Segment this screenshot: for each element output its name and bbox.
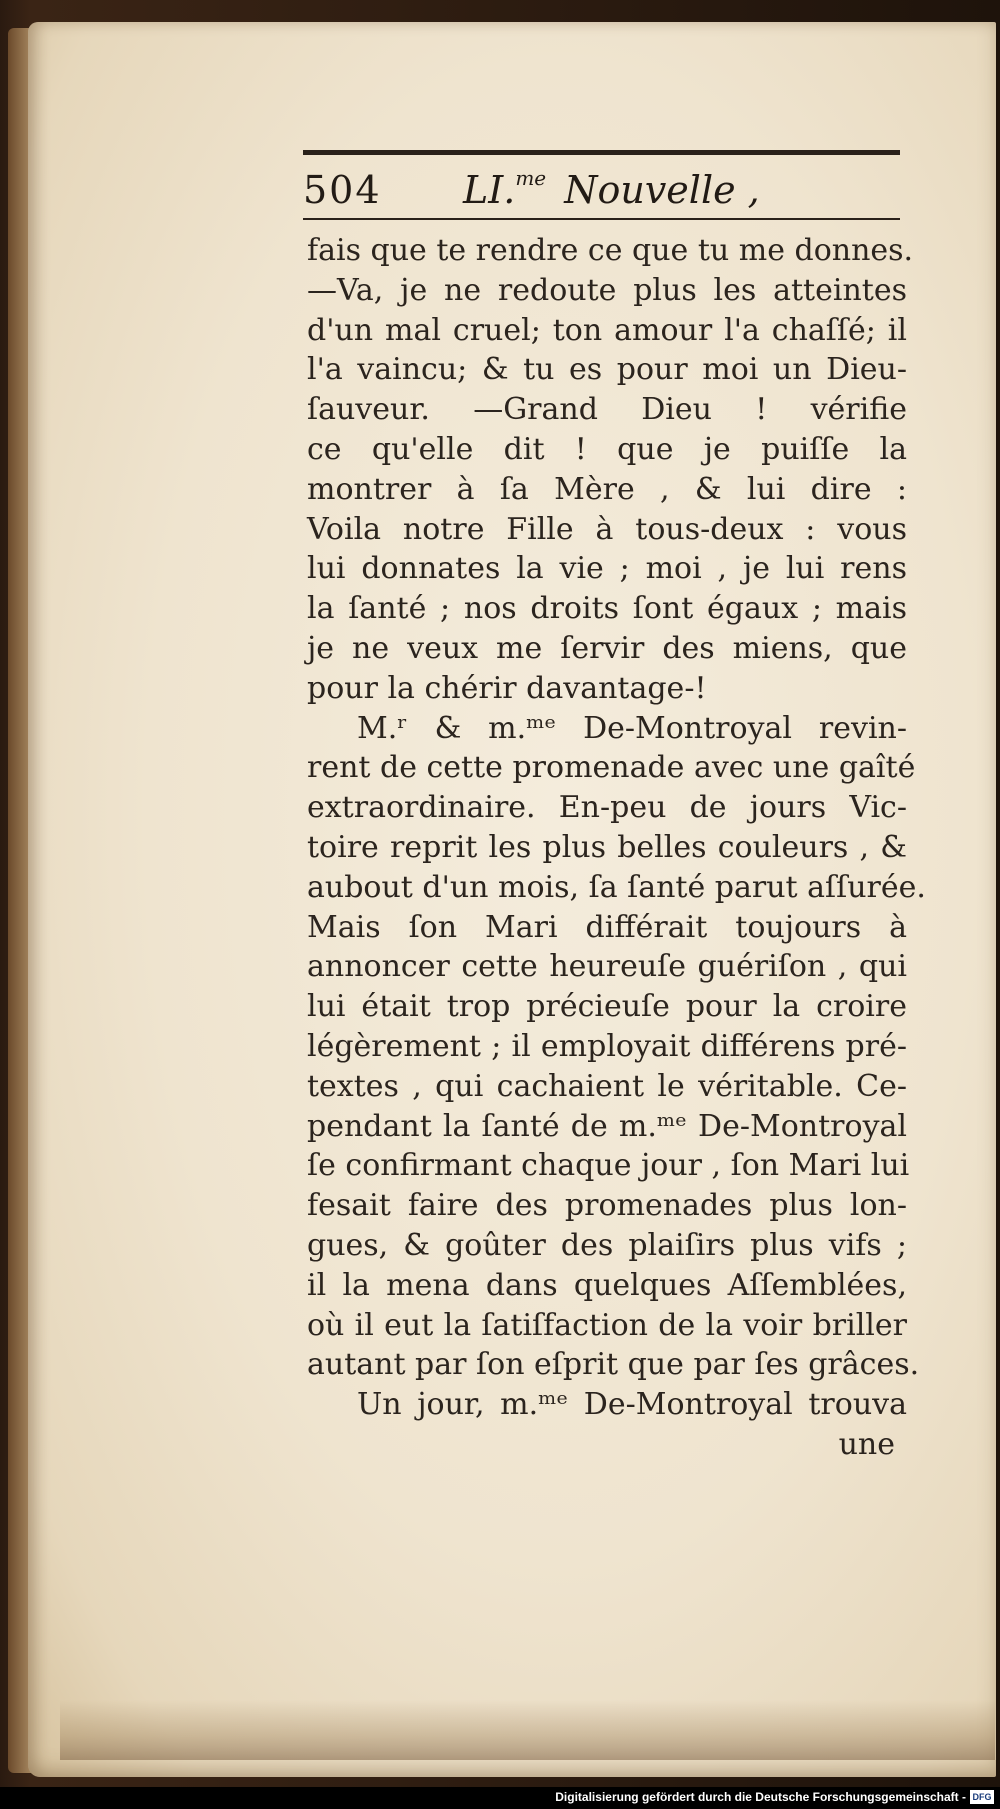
text-line: rent de cette promenade avec une gaîté bbox=[307, 750, 916, 786]
text-line: lui donnates la vie ; moi , je lui rens bbox=[307, 551, 907, 587]
text-line: où il eut la ſatiſfaction de la voir briller bbox=[307, 1307, 907, 1343]
catchword: une bbox=[838, 1426, 895, 1462]
body-text bbox=[307, 231, 926, 1465]
header-rule-bottom bbox=[303, 218, 900, 220]
text-line: ce qu'elle dit ! que je puiſſe la bbox=[307, 431, 907, 467]
text-line: légèrement ; il employait différens pré- bbox=[307, 1028, 907, 1064]
text-line: ſe confirmant chaque jour , ſon Mari lui bbox=[307, 1148, 910, 1184]
text-line: d'un mal cruel; ton amour l'a chaſſé; il bbox=[307, 312, 907, 348]
running-title bbox=[463, 166, 760, 212]
text-line: pour la chérir davantage-! bbox=[307, 670, 707, 706]
text-line: aubout d'un mois, ſa ſanté parut aſſurée. bbox=[307, 869, 926, 905]
text-line: pendant la ſanté de m.ᵐᵉ De-Montroyal bbox=[307, 1108, 907, 1144]
running-title-pre: LI. bbox=[463, 168, 516, 212]
running-title-post: Nouvelle , bbox=[564, 168, 760, 212]
text-line: extraordinaire. En-peu de jours Vic- bbox=[307, 790, 907, 826]
text-line: textes , qui cachaient le véritable. Ce- bbox=[307, 1068, 907, 1104]
funding-credit: Digitalisierung gefördert durch die Deutsche Forschungsgemeinschaft - bbox=[555, 1790, 966, 1804]
text-line: la ſanté ; nos droits ſont égaux ; mais bbox=[307, 591, 907, 627]
header-rule-top bbox=[303, 150, 900, 155]
text-line: —Va, je ne redoute plus les atteintes bbox=[307, 272, 907, 308]
text-line: toire reprit les plus belles couleurs , & bbox=[307, 829, 907, 865]
text-line: Voila notre Fille à tous-deux : vous bbox=[307, 511, 907, 547]
text-line: M.ʳ & m.ᵐᵉ De-Montroyal revin- bbox=[357, 710, 907, 746]
text-line: Un jour, m.ᵐᵉ De-Montroyal trouva bbox=[357, 1387, 907, 1423]
running-header bbox=[303, 160, 903, 218]
text-line: fais que te rendre ce que tu me donnes. bbox=[307, 233, 914, 268]
text-line: je ne veux me ſervir des miens, que bbox=[307, 630, 907, 666]
text-line: fesait faire des promenades plus lon- bbox=[307, 1188, 907, 1224]
text-line: il la mena dans quelques Aſſemblées, bbox=[307, 1267, 907, 1303]
text-line: lui était trop précieuſe pour la croire bbox=[307, 989, 907, 1025]
text-line: montrer à ſa Mère , & lui dire : bbox=[307, 471, 907, 507]
page-bottom-shadow bbox=[60, 1700, 995, 1760]
running-title-sup: me bbox=[515, 166, 547, 190]
text-line: autant par ſon eſprit que par ſes grâces. bbox=[307, 1347, 920, 1383]
text-line: ſauveur. —Grand Dieu ! vérifie bbox=[307, 392, 907, 428]
dfg-logo-icon: DFG bbox=[970, 1790, 994, 1804]
text-line: Mais ſon Mari différait toujours à bbox=[307, 909, 907, 945]
text-line: gues, & goûter des plaiſirs plus vifs ; bbox=[307, 1227, 907, 1263]
page-number: 504 bbox=[303, 168, 382, 212]
text-line: annoncer cette heureuſe guériſon , qui bbox=[307, 949, 907, 985]
text-line: l'a vaincu; & tu es pour moi un Dieu- bbox=[307, 352, 907, 388]
